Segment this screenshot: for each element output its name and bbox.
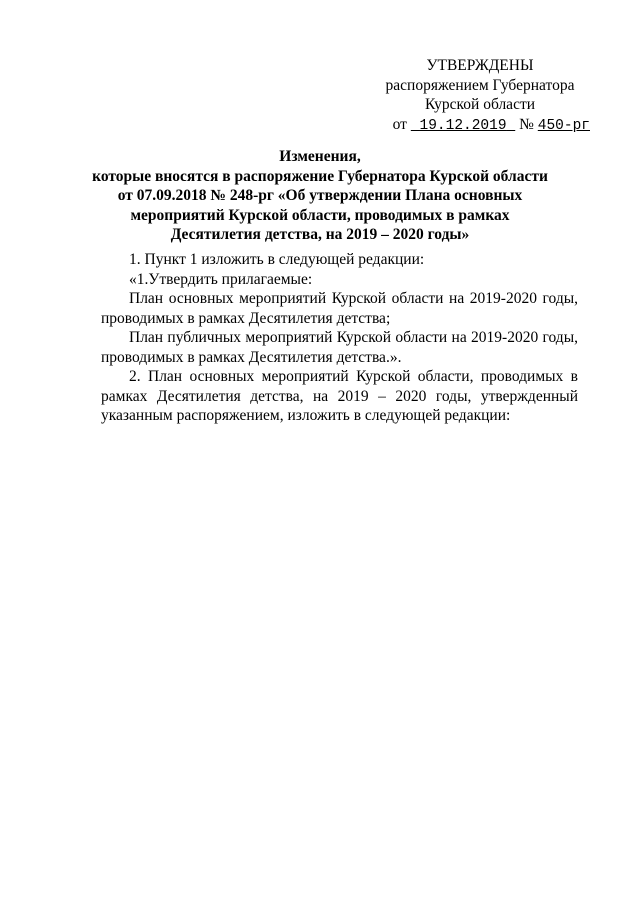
document-title <box>60 147 580 245</box>
title-line-2: которые вносятся в распоряжение Губернатора Курской области <box>92 167 548 185</box>
approval-date: 19.12.2019 <box>419 117 507 134</box>
number-prefix: № <box>519 115 534 133</box>
date-prefix: от <box>392 115 407 133</box>
paragraph-2: «1.Утвердить прилагаемые: <box>129 270 313 288</box>
approval-date-line <box>370 115 590 137</box>
paragraph-3-line-1: План основных мероприятий Курской области на 2019-2020 годы, <box>129 290 578 307</box>
paragraph-3-line-2: проводимых в рамках Десятилетия детства; <box>101 309 391 327</box>
approval-region: Курской области <box>424 96 536 113</box>
paragraph-5-line-2: рамках Десятилетия детства, на 2019 – 2020 годы, утвержденный <box>101 387 578 405</box>
paragraph-4-line-2: проводимых в рамках Десятилетия детства.». <box>101 348 402 366</box>
title-line-4: мероприятий Курской области, проводимых в рамках <box>130 206 510 224</box>
paragraph-5-line-1: 2. План основных мероприятий Курской области, проводимых в <box>129 368 578 385</box>
paragraph-4-line-1: План публичных мероприятий Курской области на 2019-2020 годы, <box>129 329 578 346</box>
approval-authority: распоряжением Губернатора <box>385 76 575 94</box>
approval-heading: УТВЕРЖДЕНЫ <box>426 57 534 74</box>
approval-stamp <box>370 56 590 136</box>
title-line-1: Изменения, <box>279 148 361 165</box>
approval-number: 450-рг <box>537 117 590 134</box>
title-line-3: от 07.09.2018 № 248-рг «Об утверждении Плана основных <box>117 187 523 204</box>
paragraph-1: 1. Пункт 1 изложить в следующей редакции: <box>129 251 425 268</box>
title-line-5: Десятилетия детства, на 2019 – 2020 годы» <box>170 226 470 243</box>
document-body <box>101 250 578 426</box>
paragraph-5-line-3: указанным распоряжением, изложить в следующей редакции: <box>101 407 511 424</box>
